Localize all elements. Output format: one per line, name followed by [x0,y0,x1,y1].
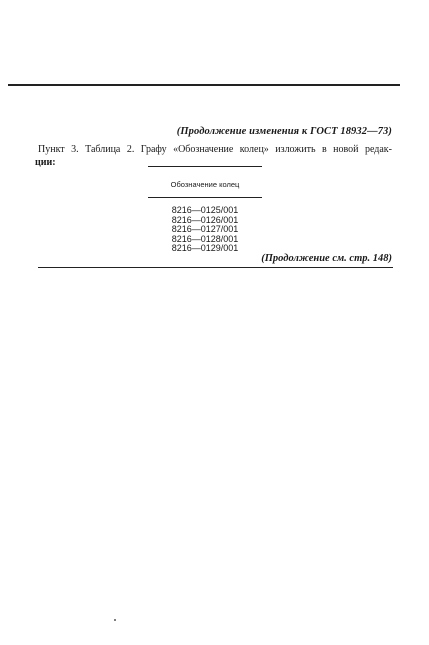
table-row: 8216—0126/001 [171,214,239,225]
bottom-horizontal-rule [38,267,393,268]
table-row: 8216—0129/001 [171,243,239,253]
table-row: 8216—0127/001 [171,224,239,234]
top-horizontal-rule [8,84,400,86]
scan-speck [114,619,116,621]
amendment-paragraph-line-2: ции: [35,157,56,168]
continuation-header: (Продолжение изменения к ГОСТ 18932—73) [176,126,392,137]
table-row: 8216—0128/001 [171,233,239,244]
table-row: 8216—0125/001 [171,205,239,215]
table-top-rule [148,166,262,167]
table-column-header: Обозначение колец [170,180,240,189]
amendment-paragraph-line-1: Пункт 3. Таблица 2. Графу «Обозначение колец» изложить в новой редак- [38,144,392,155]
table-header-rule [148,197,262,198]
continuation-footer: (Продолжение см. стр. 148) [261,253,392,264]
ring-designation-table [148,206,262,254]
